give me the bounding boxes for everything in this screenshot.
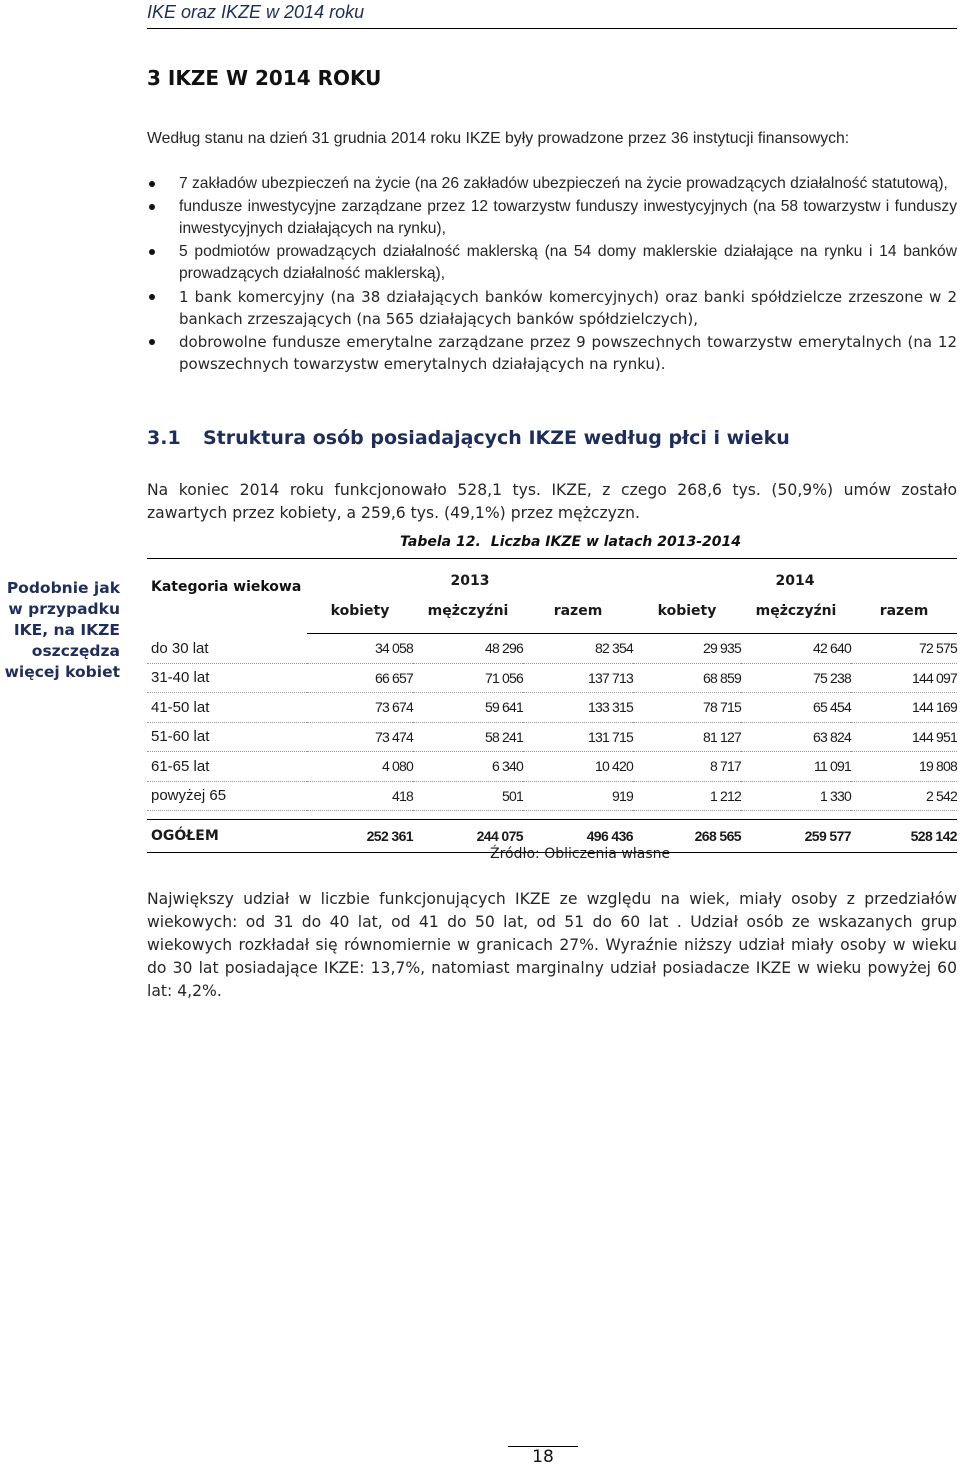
table-caption-label: Tabela 12. (400, 534, 481, 550)
table-cell: 259 577 (741, 820, 851, 853)
table-cell: 501 (413, 781, 523, 811)
column-header: mężczyźni (413, 603, 523, 634)
column-header: kobiety (307, 603, 413, 634)
table-cell: 59 641 (413, 693, 523, 723)
table-cell: 6 340 (413, 752, 523, 782)
subsection-paragraph: Na koniec 2014 roku funkcjonowało 528,1 tys. IKZE, z czego 268,6 tys. (50,9%) umów zostało zawartych przez kobiety, a 259,6 tys. (49,1%) przez mężczyzn. (147, 481, 957, 522)
column-header: kobiety (633, 603, 741, 634)
table-caption (400, 534, 741, 550)
table-cell: 75 238 (741, 663, 851, 693)
table-cell: 131 715 (523, 722, 633, 752)
subsection-title (147, 427, 790, 449)
table-cell: 63 824 (741, 722, 851, 752)
table-cell: 137 713 (523, 663, 633, 693)
category-header: Kategoria wiekowa (147, 559, 307, 634)
table-cell: 10 420 (523, 752, 633, 782)
table-cell: 58 241 (413, 722, 523, 752)
table-cell: 4 080 (307, 752, 413, 782)
table-cell: 919 (523, 781, 633, 811)
table-cell: 144 169 (851, 693, 957, 723)
table-cell: 65 454 (741, 693, 851, 723)
table-cell: 73 474 (307, 722, 413, 752)
intro-paragraph: Według stanu na dzień 31 grudnia 2014 roku IKZE były prowadzone przez 36 instytucji finansowych: (147, 130, 850, 147)
subsection-title-text: Struktura osób posiadających IKZE według płci i wieku (203, 427, 790, 449)
section-title: 3 IKZE W 2014 ROKU (147, 66, 382, 90)
closing-paragraph: Największy udział w liczbie funkcjonujących IKZE ze względu na wiek, miały osoby z przedziałów wiekowych: od 31 do 40 lat, od 41 do 50 lat, od 51 do 60 lat . Udział osób ze wskazanych grup wiekowych rozkładał się równomiernie w granicach 27%. Wyraźnie niższy udział miały osoby w wieku do 30 lat posiadające IKZE: 13,7%, natomiast marginalny udział posiadacze IKZE w wieku powyżej 60 lat: 4,2%. (147, 890, 957, 1000)
table-cell: 268 565 (633, 820, 741, 853)
bullet-dot-icon (149, 249, 155, 255)
table-cell: 2 542 (851, 781, 957, 811)
table-cell: 19 808 (851, 752, 957, 782)
column-header: razem (851, 603, 957, 634)
table-cell: 144 951 (851, 722, 957, 752)
table-cell: 244 075 (413, 820, 523, 853)
column-header: mężczyźni (741, 603, 851, 634)
table-cell: 11 091 (741, 752, 851, 782)
column-header: razem (523, 603, 633, 634)
table-cell: 8 717 (633, 752, 741, 782)
list-item: dobrowolne fundusze emerytalne zarządzane przez 9 powszechnych towarzystw emerytalnych (na 12 powszechnych towarzystw emerytalnych działających na rynku). (147, 331, 957, 376)
table-cell: 144 097 (851, 663, 957, 693)
subsection-number: 3.1 (147, 427, 181, 449)
list-item: 1 bank komercyjny (na 38 działających banków komercyjnych) oraz banki spółdzielcze zrzeszone w 2 bankach zrzeszających (na 565 działających banków spółdzielczych), (147, 286, 957, 331)
table-cell: 42 640 (741, 634, 851, 664)
table-cell: 418 (307, 781, 413, 811)
page-number: 18 (508, 1446, 578, 1467)
table-cell: 72 575 (851, 634, 957, 664)
side-note: Podobnie jak w przypadku IKE, na IKZE oszczędza więcej kobiet (4, 579, 120, 681)
year-header-2014: 2014 (633, 559, 957, 604)
table-row (147, 752, 957, 782)
ikze-table (147, 558, 957, 853)
table-row (147, 693, 957, 723)
institution-list (147, 173, 957, 376)
table-cell: 78 715 (633, 693, 741, 723)
table-cell: 73 674 (307, 693, 413, 723)
total-label: OGÓŁEM (147, 820, 307, 853)
row-label: 61-65 lat (147, 752, 307, 782)
table-cell: 252 361 (307, 820, 413, 853)
bullet-dot-icon (149, 181, 155, 187)
table-cell: 496 436 (523, 820, 633, 853)
row-label: powyżej 65 (147, 781, 307, 811)
table-cell: 1 330 (741, 781, 851, 811)
row-label: do 30 lat (147, 634, 307, 664)
table-row (147, 634, 957, 664)
table-cell: 133 315 (523, 693, 633, 723)
row-label: 31-40 lat (147, 663, 307, 693)
bullet-dot-icon (149, 294, 155, 300)
running-header: IKE oraz IKZE w 2014 roku (147, 0, 957, 29)
table-cell: 528 142 (851, 820, 957, 853)
table-source: Źródło: Obliczenia własne (490, 846, 671, 862)
list-item: 7 zakładów ubezpieczeń na życie (na 26 zakładów ubezpieczeń na życie prowadzących działalność statutową), (147, 173, 957, 196)
row-label: 51-60 lat (147, 722, 307, 752)
table-cell: 81 127 (633, 722, 741, 752)
year-header-2013: 2013 (307, 559, 633, 604)
bullet-dot-icon (149, 204, 155, 210)
list-item: 5 podmiotów prowadzących działalność maklerską (na 54 domy maklerskie działające na rynku i 14 banków prowadzących działalność maklerską), (147, 241, 957, 286)
list-item: fundusze inwestycyjne zarządzane przez 12 towarzystw funduszy inwestycyjnych (na 58 towarzystw i funduszy inwestycyjnych działających na rynku), (147, 196, 957, 241)
table-cell: 34 058 (307, 634, 413, 664)
table-cell: 71 056 (413, 663, 523, 693)
row-label: 41-50 lat (147, 693, 307, 723)
table-cell: 29 935 (633, 634, 741, 664)
table-cell: 66 657 (307, 663, 413, 693)
bullet-dot-icon (149, 339, 155, 345)
table-row (147, 781, 957, 811)
table-cell: 48 296 (413, 634, 523, 664)
table-row (147, 722, 957, 752)
table-cell: 68 859 (633, 663, 741, 693)
table-row (147, 663, 957, 693)
table-cell: 82 354 (523, 634, 633, 664)
table-cell: 1 212 (633, 781, 741, 811)
table-caption-title: Liczba IKZE w latach 2013-2014 (490, 534, 742, 550)
